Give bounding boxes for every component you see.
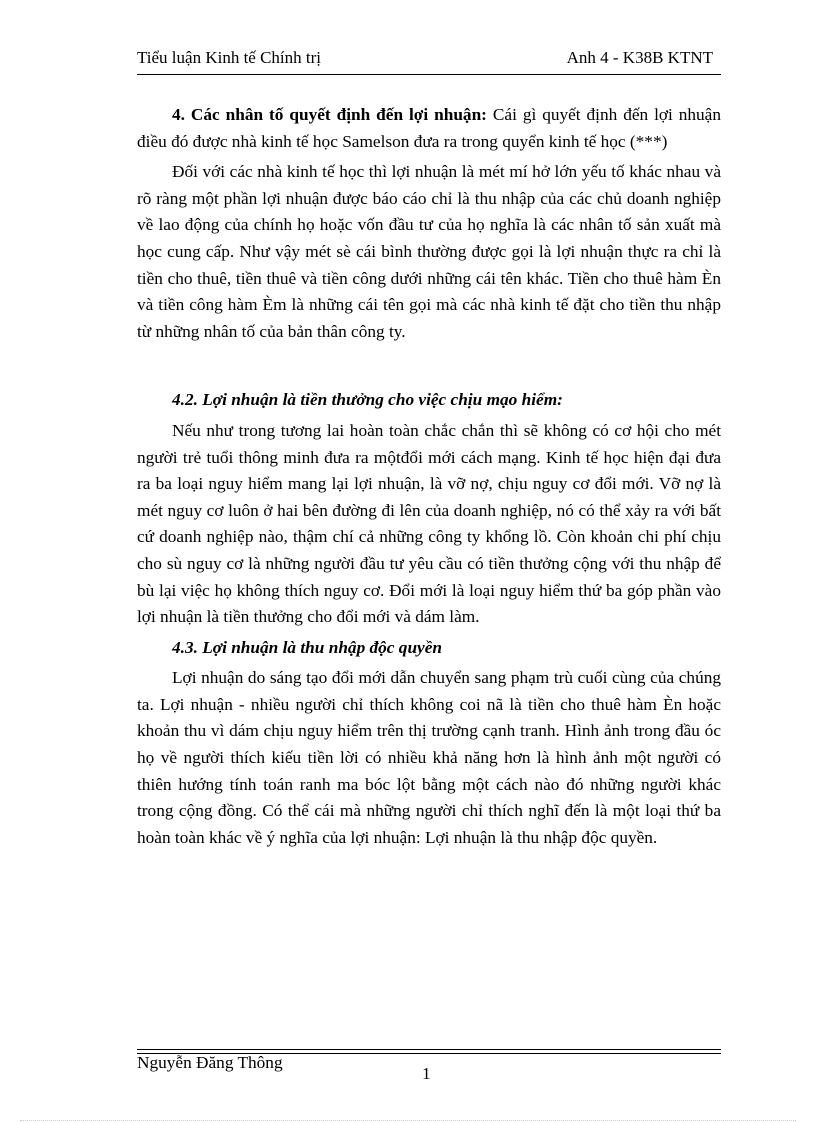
section-4-paragraph-2: Đối với các nhà kinh tế học thì lợi nhuận là mét mí hở lớn yếu tố khác nhau và rõ ràng một phần lợi nhuận được báo cáo chỉ là thu nhập của các chủ doanh nghiệp về lao động của chính họ hoặc vốn đầu tư của họ nghĩa là các nhân tố sản xuất mà học cung cấp. Như vậy mét sè cái bình thường được gọi là lợi nhuận thực ra chỉ là tiền cho thuê, tiền thuê và tiền công dưới những cái tên khác. Tiền cho thuê hàm Èn và tiền công hàm Èm là những cái tên gọi mà các nhà kinh tế đặt cho tiền thu nhập từ những nhân tố của bản thân công ty. (137, 162, 721, 341)
section-4-intro-paragraph (137, 102, 721, 155)
section-4-2-paragraph: Nếu như trong tương lai hoàn toàn chắc chắn thì sẽ không có cơ hội cho mét người trẻ tuổi thông minh đưa ra mộtđổi mới cách mạng. Kinh tế học hiện đại đưa ra ba loại nguy hiểm mang lại lợi nhuận, là vỡ nợ, chịu nguy cơ đổi mới. Vỡ nợ là mét nguy cơ luôn ở hai bên đường đi lên của doanh nghiệp, nó có thể xảy ra với bất cứ doanh nghiệp nào, thậm chí cả những công ty khổng lồ. Còn khoản chi phí chịu cho sù nguy cơ là những người đầu tư yêu cầu có tiền thưởng cộng với thu nhập để bù lại việc họ không thích nguy cơ. Đổi mới là loại nguy hiểm thứ ba góp phần vào lợi nhuận là tiền thưởng cho đổi mới và dám làm. (137, 420, 721, 627)
document-body (137, 102, 721, 851)
page-header (137, 48, 721, 72)
footer-author: Nguyễn Đăng Thông (137, 1053, 283, 1072)
section-4-heading: 4. Các nhân tố quyết định đến lợi nhuận: (172, 105, 487, 124)
section-4-intro-text: Cái gì quyết định đến lợi nhuận điều đó được nhà kinh tế học Samelson đưa ra trong quyển kinh tế học (***) (137, 105, 721, 151)
header-course-title: Tiểu luận Kinh tế Chính trị (137, 48, 322, 67)
header-class-label: Anh 4 - K38B KTNT (566, 48, 713, 67)
section-4-3-heading: 4.3. Lợi nhuận là thu nhập độc quyền (172, 637, 443, 657)
header-divider (137, 74, 721, 75)
page-bottom-edge (20, 1120, 796, 1121)
section-4-3-paragraph: Lợi nhuận do sáng tạo đổi mới dẫn chuyển sang phạm trù cuối cùng của chúng ta. Lợi nhuận - nhiều người chỉ thích không coi nã là tiền cho thuê hàm Èn hoặc khoản thu vì dám chịu nguy hiểm trên thị trường cạnh tranh. Hình ảnh trong đầu óc họ về người thích kiếu tiền lời có nhiều khả năng hơn là hình ảnh một người có thiên hướng tính toán ranh ma bóc lột bằng một cách nào đó những người khác trong cộng đồng. Có thể cái mà những người chỉ thích nghĩ đến là một loại thứ ba hoàn toàn khác về ý nghĩa của lợi nhuận: Lợi nhuận là thu nhập độc quyền. (137, 668, 721, 847)
page-number: 1 (422, 1064, 431, 1083)
section-4-2-heading: 4.2. Lợi nhuận là tiền thưởng cho việc chịu mạo hiểm: (172, 390, 563, 410)
